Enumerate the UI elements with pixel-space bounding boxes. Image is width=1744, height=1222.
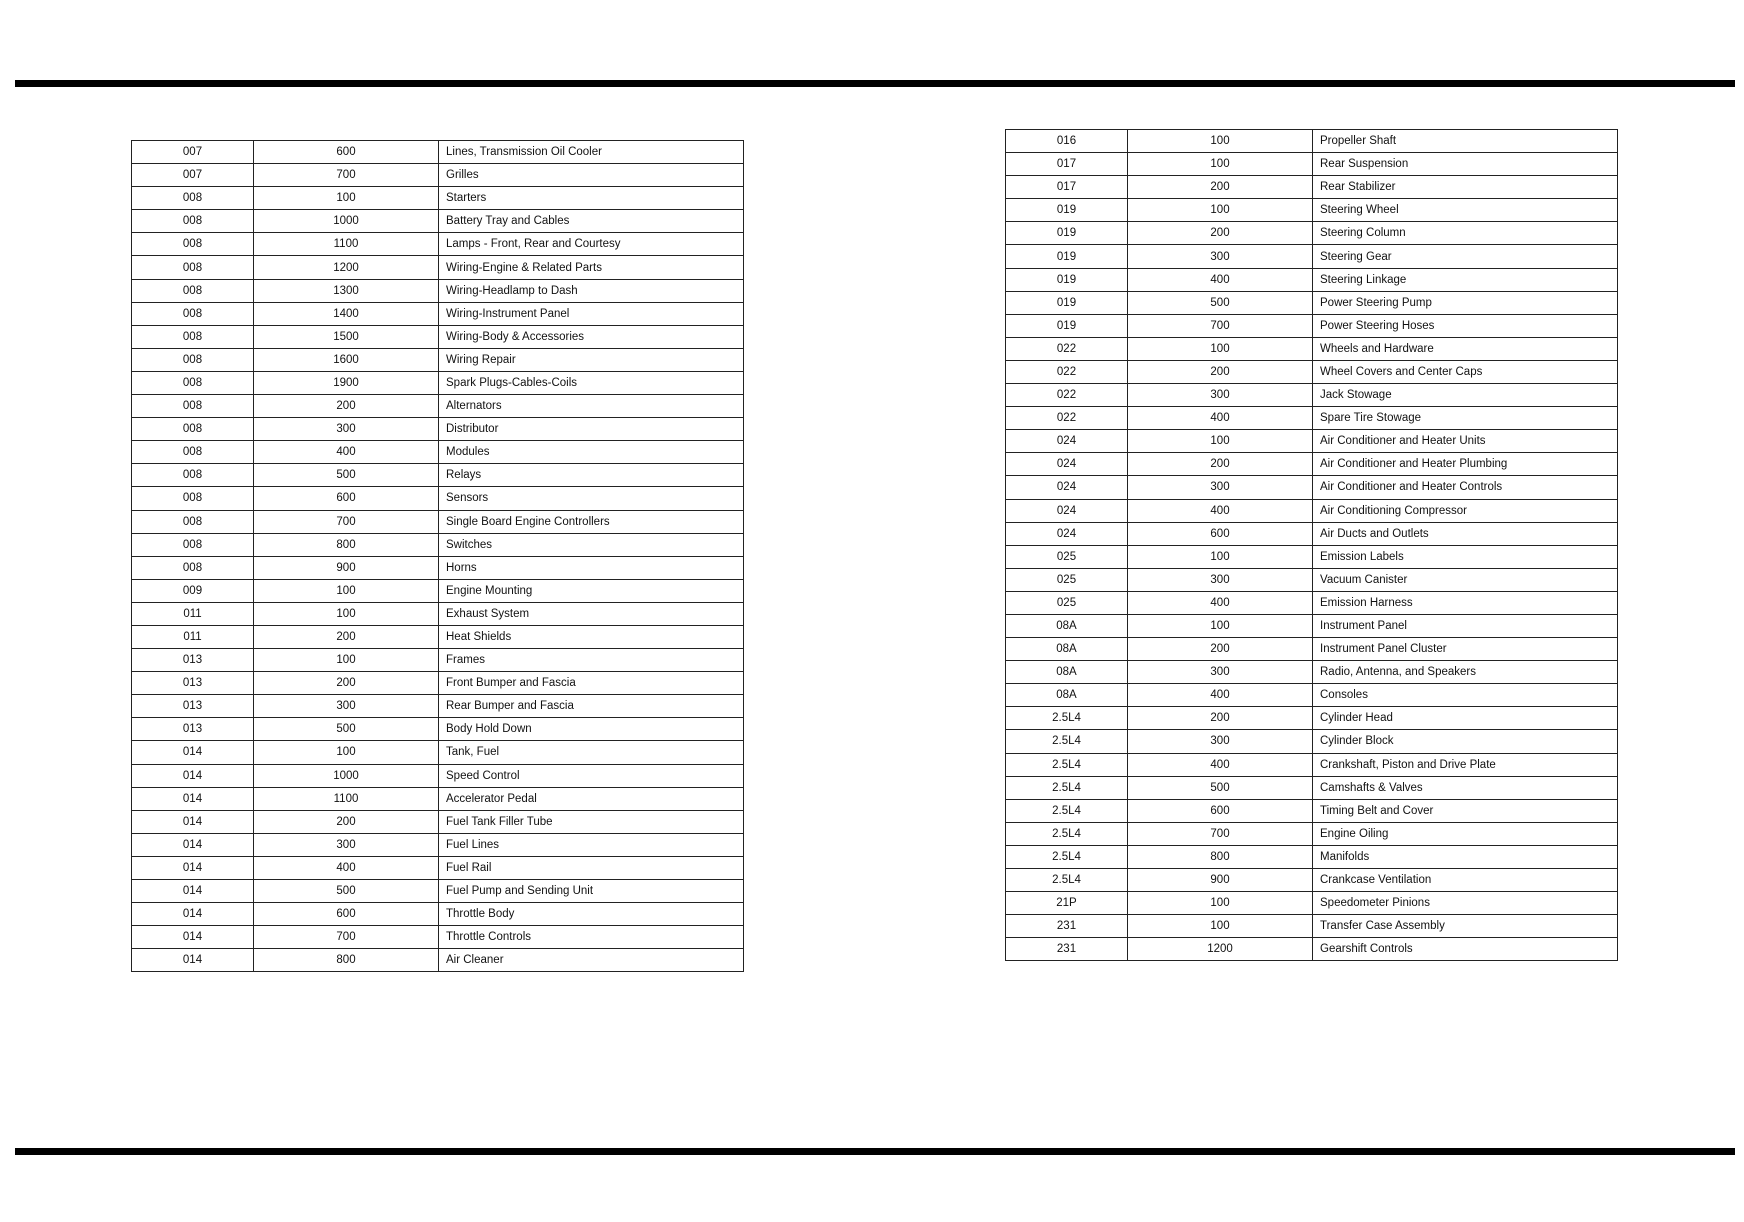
- description-cell: Fuel Lines: [439, 833, 744, 856]
- table-row: [1006, 822, 1618, 845]
- sub-code-cell: 400: [1128, 591, 1313, 614]
- description-cell: Radio, Antenna, and Speakers: [1313, 661, 1618, 684]
- group-code-cell: 008: [132, 233, 254, 256]
- table-row: [1006, 684, 1618, 707]
- table-row: [132, 903, 744, 926]
- right-parts-table: [1005, 129, 1618, 961]
- sub-code-cell: 600: [254, 903, 439, 926]
- group-code-cell: 024: [1006, 453, 1128, 476]
- description-cell: Heat Shields: [439, 625, 744, 648]
- description-cell: Wheels and Hardware: [1313, 337, 1618, 360]
- group-code-cell: 019: [1006, 314, 1128, 337]
- description-cell: Rear Stabilizer: [1313, 176, 1618, 199]
- description-cell: Relays: [439, 464, 744, 487]
- group-code-cell: 022: [1006, 407, 1128, 430]
- description-cell: Lamps - Front, Rear and Courtesy: [439, 233, 744, 256]
- table-row: [132, 187, 744, 210]
- description-cell: Crankshaft, Piston and Drive Plate: [1313, 753, 1618, 776]
- description-cell: Tank, Fuel: [439, 741, 744, 764]
- table-row: [132, 418, 744, 441]
- table-row: [132, 787, 744, 810]
- group-code-cell: 008: [132, 395, 254, 418]
- table-row: [1006, 845, 1618, 868]
- group-code-cell: 013: [132, 718, 254, 741]
- group-code-cell: 014: [132, 949, 254, 972]
- group-code-cell: 014: [132, 903, 254, 926]
- group-code-cell: 007: [132, 141, 254, 164]
- description-cell: Cylinder Block: [1313, 730, 1618, 753]
- sub-code-cell: 400: [1128, 684, 1313, 707]
- sub-code-cell: 300: [1128, 476, 1313, 499]
- sub-code-cell: 300: [254, 833, 439, 856]
- description-cell: Air Conditioning Compressor: [1313, 499, 1618, 522]
- table-row: [1006, 430, 1618, 453]
- group-code-cell: 009: [132, 579, 254, 602]
- table-row: [1006, 476, 1618, 499]
- table-row: [1006, 568, 1618, 591]
- group-code-cell: 2.5L4: [1006, 799, 1128, 822]
- left-parts-table: [131, 140, 744, 972]
- sub-code-cell: 900: [1128, 869, 1313, 892]
- description-cell: Alternators: [439, 395, 744, 418]
- sub-code-cell: 100: [254, 649, 439, 672]
- sub-code-cell: 500: [254, 718, 439, 741]
- group-code-cell: 024: [1006, 499, 1128, 522]
- table-row: [132, 487, 744, 510]
- description-cell: Switches: [439, 533, 744, 556]
- description-cell: Wiring Repair: [439, 348, 744, 371]
- sub-code-cell: 200: [254, 672, 439, 695]
- description-cell: Fuel Rail: [439, 856, 744, 879]
- sub-code-cell: 500: [254, 464, 439, 487]
- sub-code-cell: 200: [1128, 707, 1313, 730]
- table-row: [1006, 130, 1618, 153]
- group-code-cell: 2.5L4: [1006, 776, 1128, 799]
- group-code-cell: 019: [1006, 245, 1128, 268]
- group-code-cell: 008: [132, 556, 254, 579]
- sub-code-cell: 100: [254, 579, 439, 602]
- table-row: [132, 233, 744, 256]
- sub-code-cell: 700: [254, 164, 439, 187]
- description-cell: Wiring-Headlamp to Dash: [439, 279, 744, 302]
- sub-code-cell: 400: [1128, 407, 1313, 430]
- table-row: [132, 926, 744, 949]
- sub-code-cell: 100: [254, 602, 439, 625]
- table-row: [1006, 869, 1618, 892]
- description-cell: Steering Gear: [1313, 245, 1618, 268]
- table-row: [132, 348, 744, 371]
- bottom-rule: [15, 1148, 1735, 1155]
- group-code-cell: 014: [132, 741, 254, 764]
- description-cell: Battery Tray and Cables: [439, 210, 744, 233]
- sub-code-cell: 100: [1128, 153, 1313, 176]
- sub-code-cell: 600: [1128, 522, 1313, 545]
- group-code-cell: 008: [132, 325, 254, 348]
- description-cell: Horns: [439, 556, 744, 579]
- table-row: [1006, 799, 1618, 822]
- group-code-cell: 2.5L4: [1006, 730, 1128, 753]
- group-code-cell: 025: [1006, 545, 1128, 568]
- group-code-cell: 007: [132, 164, 254, 187]
- group-code-cell: 008: [132, 210, 254, 233]
- sub-code-cell: 100: [1128, 337, 1313, 360]
- table-row: [1006, 892, 1618, 915]
- table-row: [1006, 199, 1618, 222]
- table-row: [132, 579, 744, 602]
- group-code-cell: 013: [132, 695, 254, 718]
- description-cell: Steering Wheel: [1313, 199, 1618, 222]
- sub-code-cell: 700: [254, 510, 439, 533]
- sub-code-cell: 300: [1128, 730, 1313, 753]
- table-row: [1006, 776, 1618, 799]
- description-cell: Distributor: [439, 418, 744, 441]
- description-cell: Spark Plugs-Cables-Coils: [439, 371, 744, 394]
- sub-code-cell: 1100: [254, 233, 439, 256]
- table-row: [132, 764, 744, 787]
- sub-code-cell: 100: [254, 187, 439, 210]
- table-row: [1006, 384, 1618, 407]
- right-parts-table-body: [1006, 130, 1618, 961]
- table-row: [132, 880, 744, 903]
- description-cell: Jack Stowage: [1313, 384, 1618, 407]
- description-cell: Instrument Panel Cluster: [1313, 638, 1618, 661]
- group-code-cell: 019: [1006, 268, 1128, 291]
- description-cell: Wiring-Engine & Related Parts: [439, 256, 744, 279]
- table-row: [1006, 360, 1618, 383]
- description-cell: Exhaust System: [439, 602, 744, 625]
- group-code-cell: 017: [1006, 153, 1128, 176]
- sub-code-cell: 100: [1128, 199, 1313, 222]
- sub-code-cell: 100: [1128, 545, 1313, 568]
- sub-code-cell: 200: [1128, 176, 1313, 199]
- description-cell: Lines, Transmission Oil Cooler: [439, 141, 744, 164]
- sub-code-cell: 300: [254, 418, 439, 441]
- sub-code-cell: 200: [254, 625, 439, 648]
- description-cell: Cylinder Head: [1313, 707, 1618, 730]
- sub-code-cell: 1400: [254, 302, 439, 325]
- sub-code-cell: 800: [254, 533, 439, 556]
- table-row: [132, 602, 744, 625]
- sub-code-cell: 800: [1128, 845, 1313, 868]
- table-row: [1006, 176, 1618, 199]
- group-code-cell: 014: [132, 764, 254, 787]
- table-row: [1006, 314, 1618, 337]
- sub-code-cell: 1200: [254, 256, 439, 279]
- description-cell: Engine Oiling: [1313, 822, 1618, 845]
- group-code-cell: 231: [1006, 915, 1128, 938]
- table-row: [132, 625, 744, 648]
- group-code-cell: 08A: [1006, 614, 1128, 637]
- table-row: [132, 302, 744, 325]
- sub-code-cell: 200: [1128, 453, 1313, 476]
- table-row: [132, 141, 744, 164]
- sub-code-cell: 1600: [254, 348, 439, 371]
- group-code-cell: 014: [132, 810, 254, 833]
- group-code-cell: 024: [1006, 476, 1128, 499]
- group-code-cell: 024: [1006, 522, 1128, 545]
- sub-code-cell: 400: [254, 441, 439, 464]
- table-row: [132, 556, 744, 579]
- table-row: [1006, 337, 1618, 360]
- description-cell: Wiring-Instrument Panel: [439, 302, 744, 325]
- description-cell: Single Board Engine Controllers: [439, 510, 744, 533]
- table-row: [132, 833, 744, 856]
- description-cell: Fuel Pump and Sending Unit: [439, 880, 744, 903]
- table-row: [132, 856, 744, 879]
- sub-code-cell: 300: [1128, 384, 1313, 407]
- sub-code-cell: 500: [254, 880, 439, 903]
- group-code-cell: 014: [132, 833, 254, 856]
- description-cell: Fuel Tank Filler Tube: [439, 810, 744, 833]
- group-code-cell: 013: [132, 672, 254, 695]
- table-row: [132, 279, 744, 302]
- table-row: [132, 672, 744, 695]
- table-row: [132, 371, 744, 394]
- description-cell: Front Bumper and Fascia: [439, 672, 744, 695]
- group-code-cell: 013: [132, 649, 254, 672]
- group-code-cell: 014: [132, 880, 254, 903]
- group-code-cell: 022: [1006, 384, 1128, 407]
- table-row: [1006, 661, 1618, 684]
- description-cell: Steering Column: [1313, 222, 1618, 245]
- table-row: [132, 256, 744, 279]
- description-cell: Vacuum Canister: [1313, 568, 1618, 591]
- table-row: [1006, 638, 1618, 661]
- table-row: [1006, 153, 1618, 176]
- group-code-cell: 014: [132, 856, 254, 879]
- table-row: [132, 741, 744, 764]
- description-cell: Power Steering Pump: [1313, 291, 1618, 314]
- top-rule: [15, 80, 1735, 87]
- group-code-cell: 022: [1006, 337, 1128, 360]
- group-code-cell: 08A: [1006, 638, 1128, 661]
- table-row: [1006, 545, 1618, 568]
- sub-code-cell: 300: [1128, 661, 1313, 684]
- group-code-cell: 008: [132, 441, 254, 464]
- group-code-cell: 008: [132, 464, 254, 487]
- sub-code-cell: 200: [1128, 222, 1313, 245]
- description-cell: Throttle Controls: [439, 926, 744, 949]
- group-code-cell: 019: [1006, 199, 1128, 222]
- group-code-cell: 008: [132, 348, 254, 371]
- description-cell: Crankcase Ventilation: [1313, 869, 1618, 892]
- description-cell: Body Hold Down: [439, 718, 744, 741]
- group-code-cell: 017: [1006, 176, 1128, 199]
- group-code-cell: 011: [132, 602, 254, 625]
- sub-code-cell: 200: [1128, 638, 1313, 661]
- sub-code-cell: 1300: [254, 279, 439, 302]
- description-cell: Camshafts & Valves: [1313, 776, 1618, 799]
- sub-code-cell: 300: [1128, 245, 1313, 268]
- table-row: [132, 810, 744, 833]
- group-code-cell: 08A: [1006, 661, 1128, 684]
- description-cell: Instrument Panel: [1313, 614, 1618, 637]
- sub-code-cell: 900: [254, 556, 439, 579]
- group-code-cell: 008: [132, 256, 254, 279]
- sub-code-cell: 800: [254, 949, 439, 972]
- description-cell: Air Conditioner and Heater Controls: [1313, 476, 1618, 499]
- sub-code-cell: 300: [1128, 568, 1313, 591]
- description-cell: Sensors: [439, 487, 744, 510]
- sub-code-cell: 100: [254, 741, 439, 764]
- table-row: [1006, 268, 1618, 291]
- sub-code-cell: 100: [1128, 915, 1313, 938]
- sub-code-cell: 300: [254, 695, 439, 718]
- group-code-cell: 019: [1006, 222, 1128, 245]
- group-code-cell: 008: [132, 533, 254, 556]
- table-row: [1006, 753, 1618, 776]
- description-cell: Emission Labels: [1313, 545, 1618, 568]
- description-cell: Rear Bumper and Fascia: [439, 695, 744, 718]
- sub-code-cell: 600: [1128, 799, 1313, 822]
- sub-code-cell: 1100: [254, 787, 439, 810]
- table-row: [1006, 915, 1618, 938]
- group-code-cell: 2.5L4: [1006, 707, 1128, 730]
- description-cell: Consoles: [1313, 684, 1618, 707]
- sub-code-cell: 400: [1128, 753, 1313, 776]
- group-code-cell: 231: [1006, 938, 1128, 961]
- group-code-cell: 022: [1006, 360, 1128, 383]
- table-row: [132, 395, 744, 418]
- description-cell: Gearshift Controls: [1313, 938, 1618, 961]
- sub-code-cell: 700: [1128, 314, 1313, 337]
- group-code-cell: 014: [132, 787, 254, 810]
- group-code-cell: 014: [132, 926, 254, 949]
- table-row: [1006, 245, 1618, 268]
- sub-code-cell: 700: [1128, 822, 1313, 845]
- description-cell: Propeller Shaft: [1313, 130, 1618, 153]
- table-row: [132, 510, 744, 533]
- sub-code-cell: 100: [1128, 892, 1313, 915]
- sub-code-cell: 100: [1128, 430, 1313, 453]
- table-row: [1006, 707, 1618, 730]
- table-row: [1006, 453, 1618, 476]
- table-row: [132, 210, 744, 233]
- description-cell: Modules: [439, 441, 744, 464]
- sub-code-cell: 600: [254, 487, 439, 510]
- table-row: [132, 649, 744, 672]
- group-code-cell: 025: [1006, 568, 1128, 591]
- description-cell: Timing Belt and Cover: [1313, 799, 1618, 822]
- description-cell: Power Steering Hoses: [1313, 314, 1618, 337]
- sub-code-cell: 1500: [254, 325, 439, 348]
- table-row: [132, 164, 744, 187]
- description-cell: Manifolds: [1313, 845, 1618, 868]
- description-cell: Accelerator Pedal: [439, 787, 744, 810]
- table-row: [1006, 614, 1618, 637]
- sub-code-cell: 600: [254, 141, 439, 164]
- description-cell: Engine Mounting: [439, 579, 744, 602]
- description-cell: Starters: [439, 187, 744, 210]
- table-row: [1006, 591, 1618, 614]
- table-row: [1006, 291, 1618, 314]
- sub-code-cell: 400: [254, 856, 439, 879]
- sub-code-cell: 1000: [254, 210, 439, 233]
- description-cell: Air Conditioner and Heater Plumbing: [1313, 453, 1618, 476]
- sub-code-cell: 400: [1128, 268, 1313, 291]
- group-code-cell: 008: [132, 371, 254, 394]
- table-row: [1006, 938, 1618, 961]
- description-cell: Air Cleaner: [439, 949, 744, 972]
- group-code-cell: 016: [1006, 130, 1128, 153]
- sub-code-cell: 100: [1128, 130, 1313, 153]
- sub-code-cell: 400: [1128, 499, 1313, 522]
- description-cell: Rear Suspension: [1313, 153, 1618, 176]
- sub-code-cell: 100: [1128, 614, 1313, 637]
- description-cell: Air Ducts and Outlets: [1313, 522, 1618, 545]
- description-cell: Emission Harness: [1313, 591, 1618, 614]
- table-row: [132, 533, 744, 556]
- group-code-cell: 21P: [1006, 892, 1128, 915]
- description-cell: Throttle Body: [439, 903, 744, 926]
- table-row: [132, 325, 744, 348]
- description-cell: Transfer Case Assembly: [1313, 915, 1618, 938]
- sub-code-cell: 1900: [254, 371, 439, 394]
- sub-code-cell: 200: [254, 395, 439, 418]
- description-cell: Speed Control: [439, 764, 744, 787]
- group-code-cell: 08A: [1006, 684, 1128, 707]
- table-row: [132, 695, 744, 718]
- group-code-cell: 008: [132, 187, 254, 210]
- group-code-cell: 2.5L4: [1006, 845, 1128, 868]
- group-code-cell: 008: [132, 302, 254, 325]
- group-code-cell: 2.5L4: [1006, 869, 1128, 892]
- description-cell: Speedometer Pinions: [1313, 892, 1618, 915]
- table-row: [1006, 730, 1618, 753]
- sub-code-cell: 1000: [254, 764, 439, 787]
- group-code-cell: 008: [132, 487, 254, 510]
- group-code-cell: 025: [1006, 591, 1128, 614]
- group-code-cell: 008: [132, 279, 254, 302]
- table-row: [132, 949, 744, 972]
- sub-code-cell: 200: [1128, 360, 1313, 383]
- table-row: [1006, 499, 1618, 522]
- description-cell: Wheel Covers and Center Caps: [1313, 360, 1618, 383]
- description-cell: Air Conditioner and Heater Units: [1313, 430, 1618, 453]
- table-row: [132, 464, 744, 487]
- group-code-cell: 011: [132, 625, 254, 648]
- group-code-cell: 024: [1006, 430, 1128, 453]
- sub-code-cell: 500: [1128, 776, 1313, 799]
- group-code-cell: 008: [132, 510, 254, 533]
- group-code-cell: 008: [132, 418, 254, 441]
- description-cell: Steering Linkage: [1313, 268, 1618, 291]
- sub-code-cell: 200: [254, 810, 439, 833]
- sub-code-cell: 1200: [1128, 938, 1313, 961]
- table-row: [1006, 522, 1618, 545]
- group-code-cell: 2.5L4: [1006, 822, 1128, 845]
- sub-code-cell: 700: [254, 926, 439, 949]
- table-row: [132, 441, 744, 464]
- sub-code-cell: 500: [1128, 291, 1313, 314]
- table-row: [1006, 407, 1618, 430]
- left-parts-table-body: [132, 141, 744, 972]
- description-cell: Frames: [439, 649, 744, 672]
- description-cell: Wiring-Body & Accessories: [439, 325, 744, 348]
- table-row: [132, 718, 744, 741]
- description-cell: Grilles: [439, 164, 744, 187]
- table-row: [1006, 222, 1618, 245]
- description-cell: Spare Tire Stowage: [1313, 407, 1618, 430]
- group-code-cell: 2.5L4: [1006, 753, 1128, 776]
- group-code-cell: 019: [1006, 291, 1128, 314]
